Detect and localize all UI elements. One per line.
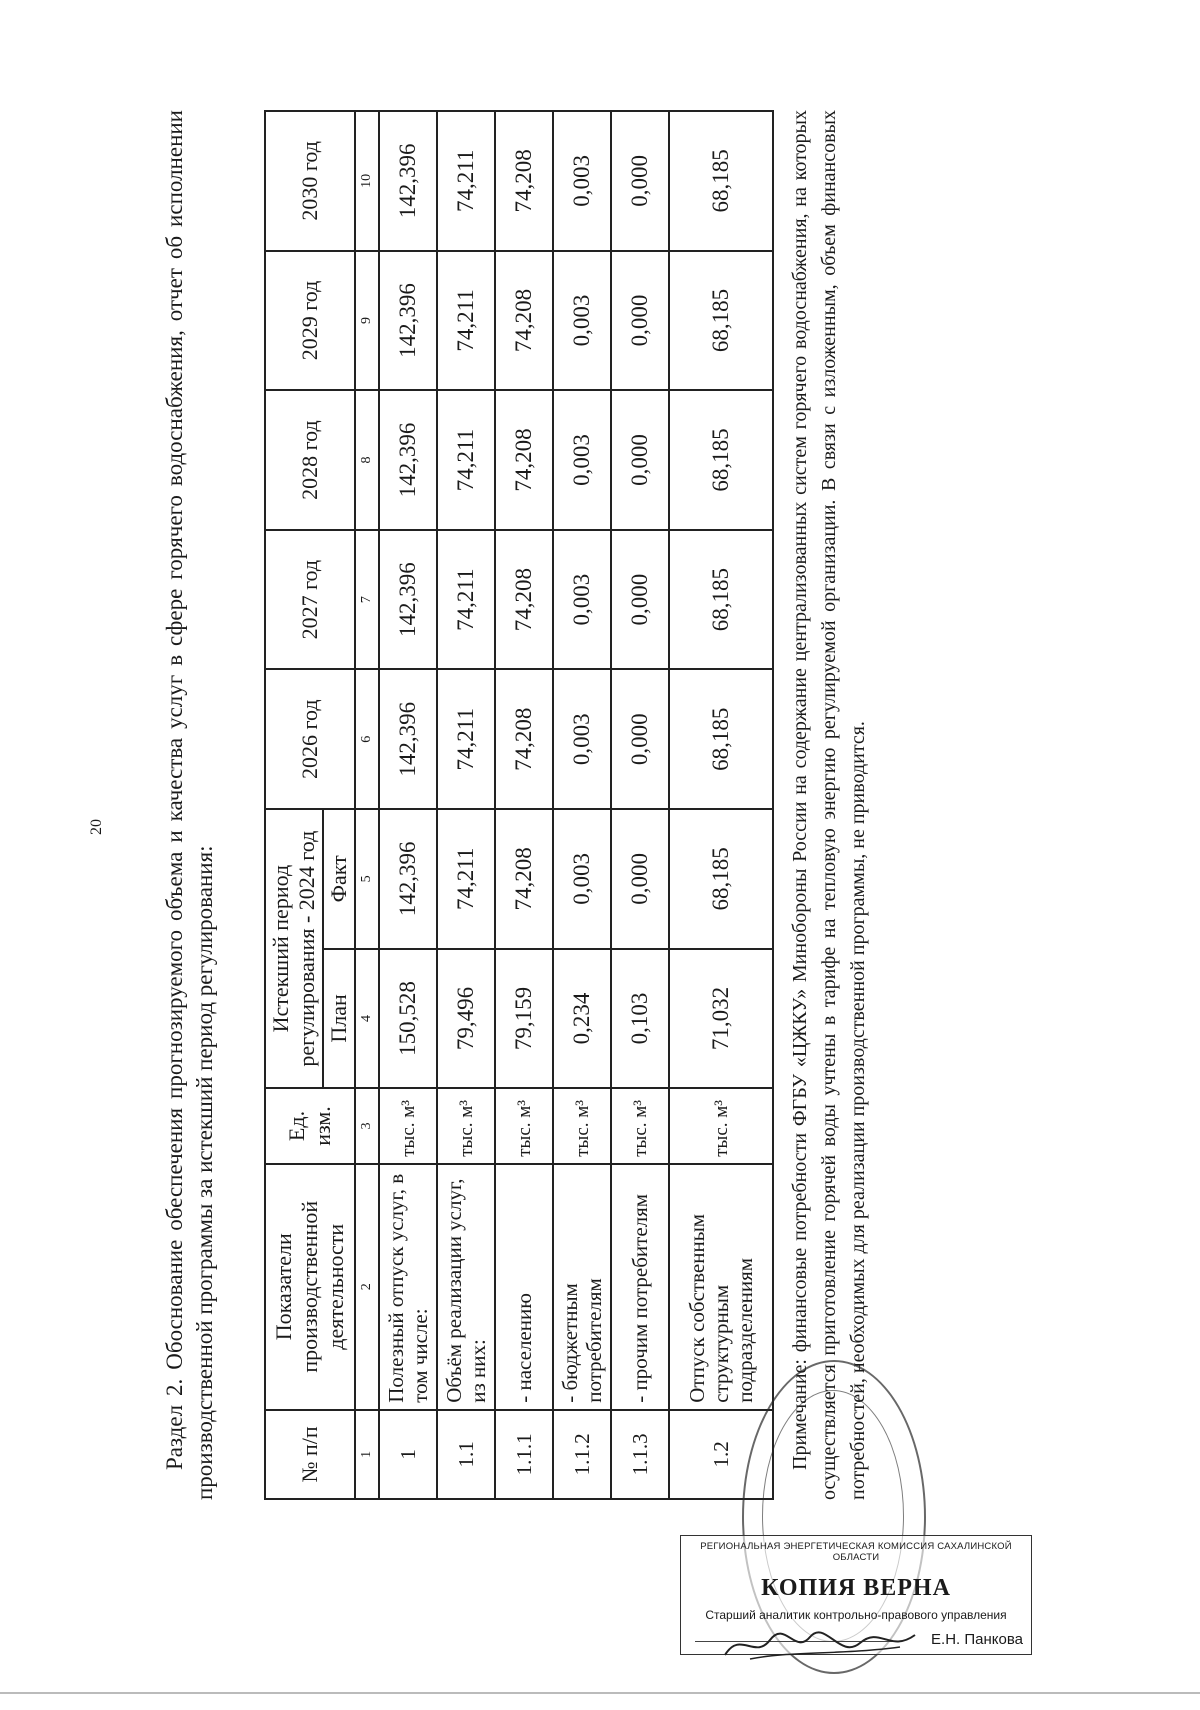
header-fact: Факт xyxy=(323,809,355,949)
row-2028-cell: 0,003 xyxy=(553,390,611,530)
row-plan-cell: 0,234 xyxy=(553,949,611,1089)
column-index-row xyxy=(355,111,379,1499)
row-2027-cell: 74,211 xyxy=(437,530,495,670)
header-number: № п/п xyxy=(265,1410,355,1499)
row-2026-cell: 74,211 xyxy=(437,669,495,809)
row-fact-cell: 142,396 xyxy=(379,809,437,949)
row-2027-cell: 74,208 xyxy=(495,530,553,670)
header-2028: 2028 год xyxy=(265,390,355,530)
row-unit-cell: тыс. м³ xyxy=(495,1088,553,1164)
row-indicator-cell: - прочим потребителям xyxy=(611,1164,669,1410)
row-2028-cell: 0,000 xyxy=(611,390,669,530)
handwritten-signature xyxy=(720,1625,920,1665)
row-plan-cell: 0,103 xyxy=(611,949,669,1089)
row-2029-cell: 142,396 xyxy=(379,251,437,391)
row-2026-cell: 68,185 xyxy=(669,669,773,809)
header-2026: 2026 год xyxy=(265,669,355,809)
row-unit-cell: тыс. м³ xyxy=(437,1088,495,1164)
row-2027-cell: 0,003 xyxy=(553,530,611,670)
row-plan-cell: 150,528 xyxy=(379,949,437,1089)
row-2028-cell: 74,208 xyxy=(495,390,553,530)
row-2029-cell: 0,003 xyxy=(553,251,611,391)
header-plan: План xyxy=(323,949,355,1089)
row-plan-cell: 71,032 xyxy=(669,949,773,1089)
row-2027-cell: 68,185 xyxy=(669,530,773,670)
column-index: 1 xyxy=(355,1410,379,1499)
row-unit-cell: тыс. м³ xyxy=(379,1088,437,1164)
row-2029-cell: 0,000 xyxy=(611,251,669,391)
row-unit-cell: тыс. м³ xyxy=(553,1088,611,1164)
table-row xyxy=(553,111,611,1499)
column-index: 6 xyxy=(355,669,379,809)
page-bottom-edge xyxy=(0,1692,1200,1694)
header-period: Истекший период регулирования - 2024 год xyxy=(265,809,323,1088)
row-number-cell: 1 xyxy=(379,1410,437,1499)
footnote-text: Примечание: финансовые потребности ФГБУ «ЦЖКУ» Минобороны России на содержание централизованных систем горячего водоснабжения, на которых осуществляется приготовление горячей воды учтены в тарифе на тепловую энергию регулируемой организации. В связи с изложенным, объем финансовых потребностей, необходимых для реализации производственной программы, не приводится. xyxy=(789,110,869,1500)
table-row xyxy=(669,111,773,1499)
section-heading-text: Раздел 2. Обоснование обеспечения прогнозируемого объема и качества услуг в сфере горячего водоснабжения, отчет об исполнении производственной программы за истекший период регулирования: xyxy=(162,110,217,1500)
row-plan-cell: 79,496 xyxy=(437,949,495,1089)
row-2026-cell: 74,208 xyxy=(495,669,553,809)
row-indicator-cell: Полезный отпуск услуг, в том числе: xyxy=(379,1164,437,1410)
row-fact-cell: 0,000 xyxy=(611,809,669,949)
row-fact-cell: 0,003 xyxy=(553,809,611,949)
document-content xyxy=(160,110,1120,1500)
table-row xyxy=(611,111,669,1499)
column-index: 3 xyxy=(355,1088,379,1164)
row-fact-cell: 74,211 xyxy=(437,809,495,949)
header-2027: 2027 год xyxy=(265,530,355,670)
row-2026-cell: 0,000 xyxy=(611,669,669,809)
row-2030-cell: 68,185 xyxy=(669,111,773,251)
row-2028-cell: 68,185 xyxy=(669,390,773,530)
row-number-cell: 1.1.1 xyxy=(495,1410,553,1499)
row-indicator-cell: Отпуск собственным структурным подразделениям xyxy=(669,1164,773,1410)
column-index: 2 xyxy=(355,1164,379,1410)
row-2030-cell: 74,208 xyxy=(495,111,553,251)
row-number-cell: 1.1.2 xyxy=(553,1410,611,1499)
header-row-1 xyxy=(265,111,323,1499)
row-2030-cell: 74,211 xyxy=(437,111,495,251)
row-fact-cell: 68,185 xyxy=(669,809,773,949)
row-indicator-cell: - бюджетным потребителям xyxy=(553,1164,611,1410)
row-2030-cell: 0,003 xyxy=(553,111,611,251)
row-unit-cell: тыс. м³ xyxy=(611,1088,669,1164)
row-fact-cell: 74,208 xyxy=(495,809,553,949)
table-body xyxy=(379,111,773,1499)
row-indicator-cell: - населению xyxy=(495,1164,553,1410)
row-number-cell: 1.1.3 xyxy=(611,1410,669,1499)
production-table xyxy=(264,110,774,1500)
row-2028-cell: 74,211 xyxy=(437,390,495,530)
stamp-name: Е.Н. Панкова xyxy=(931,1631,1023,1648)
footnote xyxy=(786,110,873,1500)
row-2030-cell: 142,396 xyxy=(379,111,437,251)
section-heading xyxy=(160,110,220,1500)
column-index: 5 xyxy=(355,809,379,949)
row-2029-cell: 74,211 xyxy=(437,251,495,391)
row-2029-cell: 74,208 xyxy=(495,251,553,391)
row-number-cell: 1.2 xyxy=(669,1410,773,1499)
stamp-position: Старший аналитик контрольно-правового управления xyxy=(705,1608,1007,1622)
table-row xyxy=(437,111,495,1499)
row-2029-cell: 68,185 xyxy=(669,251,773,391)
page-number: 20 xyxy=(88,819,105,835)
table-row xyxy=(495,111,553,1499)
header-2030: 2030 год xyxy=(265,111,355,251)
row-number-cell: 1.1 xyxy=(437,1410,495,1499)
header-indicator: Показатели производственной деятельности xyxy=(265,1164,355,1410)
column-index: 7 xyxy=(355,530,379,670)
row-2026-cell: 142,396 xyxy=(379,669,437,809)
row-2027-cell: 0,000 xyxy=(611,530,669,670)
column-index: 4 xyxy=(355,949,379,1089)
row-2030-cell: 0,000 xyxy=(611,111,669,251)
stamp-title: КОПИЯ ВЕРНА xyxy=(761,1575,951,1601)
column-index: 9 xyxy=(355,251,379,391)
table-row xyxy=(379,111,437,1499)
row-unit-cell: тыс. м³ xyxy=(669,1088,773,1164)
row-plan-cell: 79,159 xyxy=(495,949,553,1089)
header-unit: Ед. изм. xyxy=(265,1088,355,1164)
column-index: 10 xyxy=(355,111,379,251)
header-2029: 2029 год xyxy=(265,251,355,391)
stamp-organization: РЕГИОНАЛЬНАЯ ЭНЕРГЕТИЧЕСКАЯ КОМИССИЯ САХАЛИНСКОЙ ОБЛАСТИ xyxy=(700,1541,1012,1563)
column-index: 8 xyxy=(355,390,379,530)
row-2027-cell: 142,396 xyxy=(379,530,437,670)
row-2028-cell: 142,396 xyxy=(379,390,437,530)
row-2026-cell: 0,003 xyxy=(553,669,611,809)
row-indicator-cell: Объём реализации услуг, из них: xyxy=(437,1164,495,1410)
